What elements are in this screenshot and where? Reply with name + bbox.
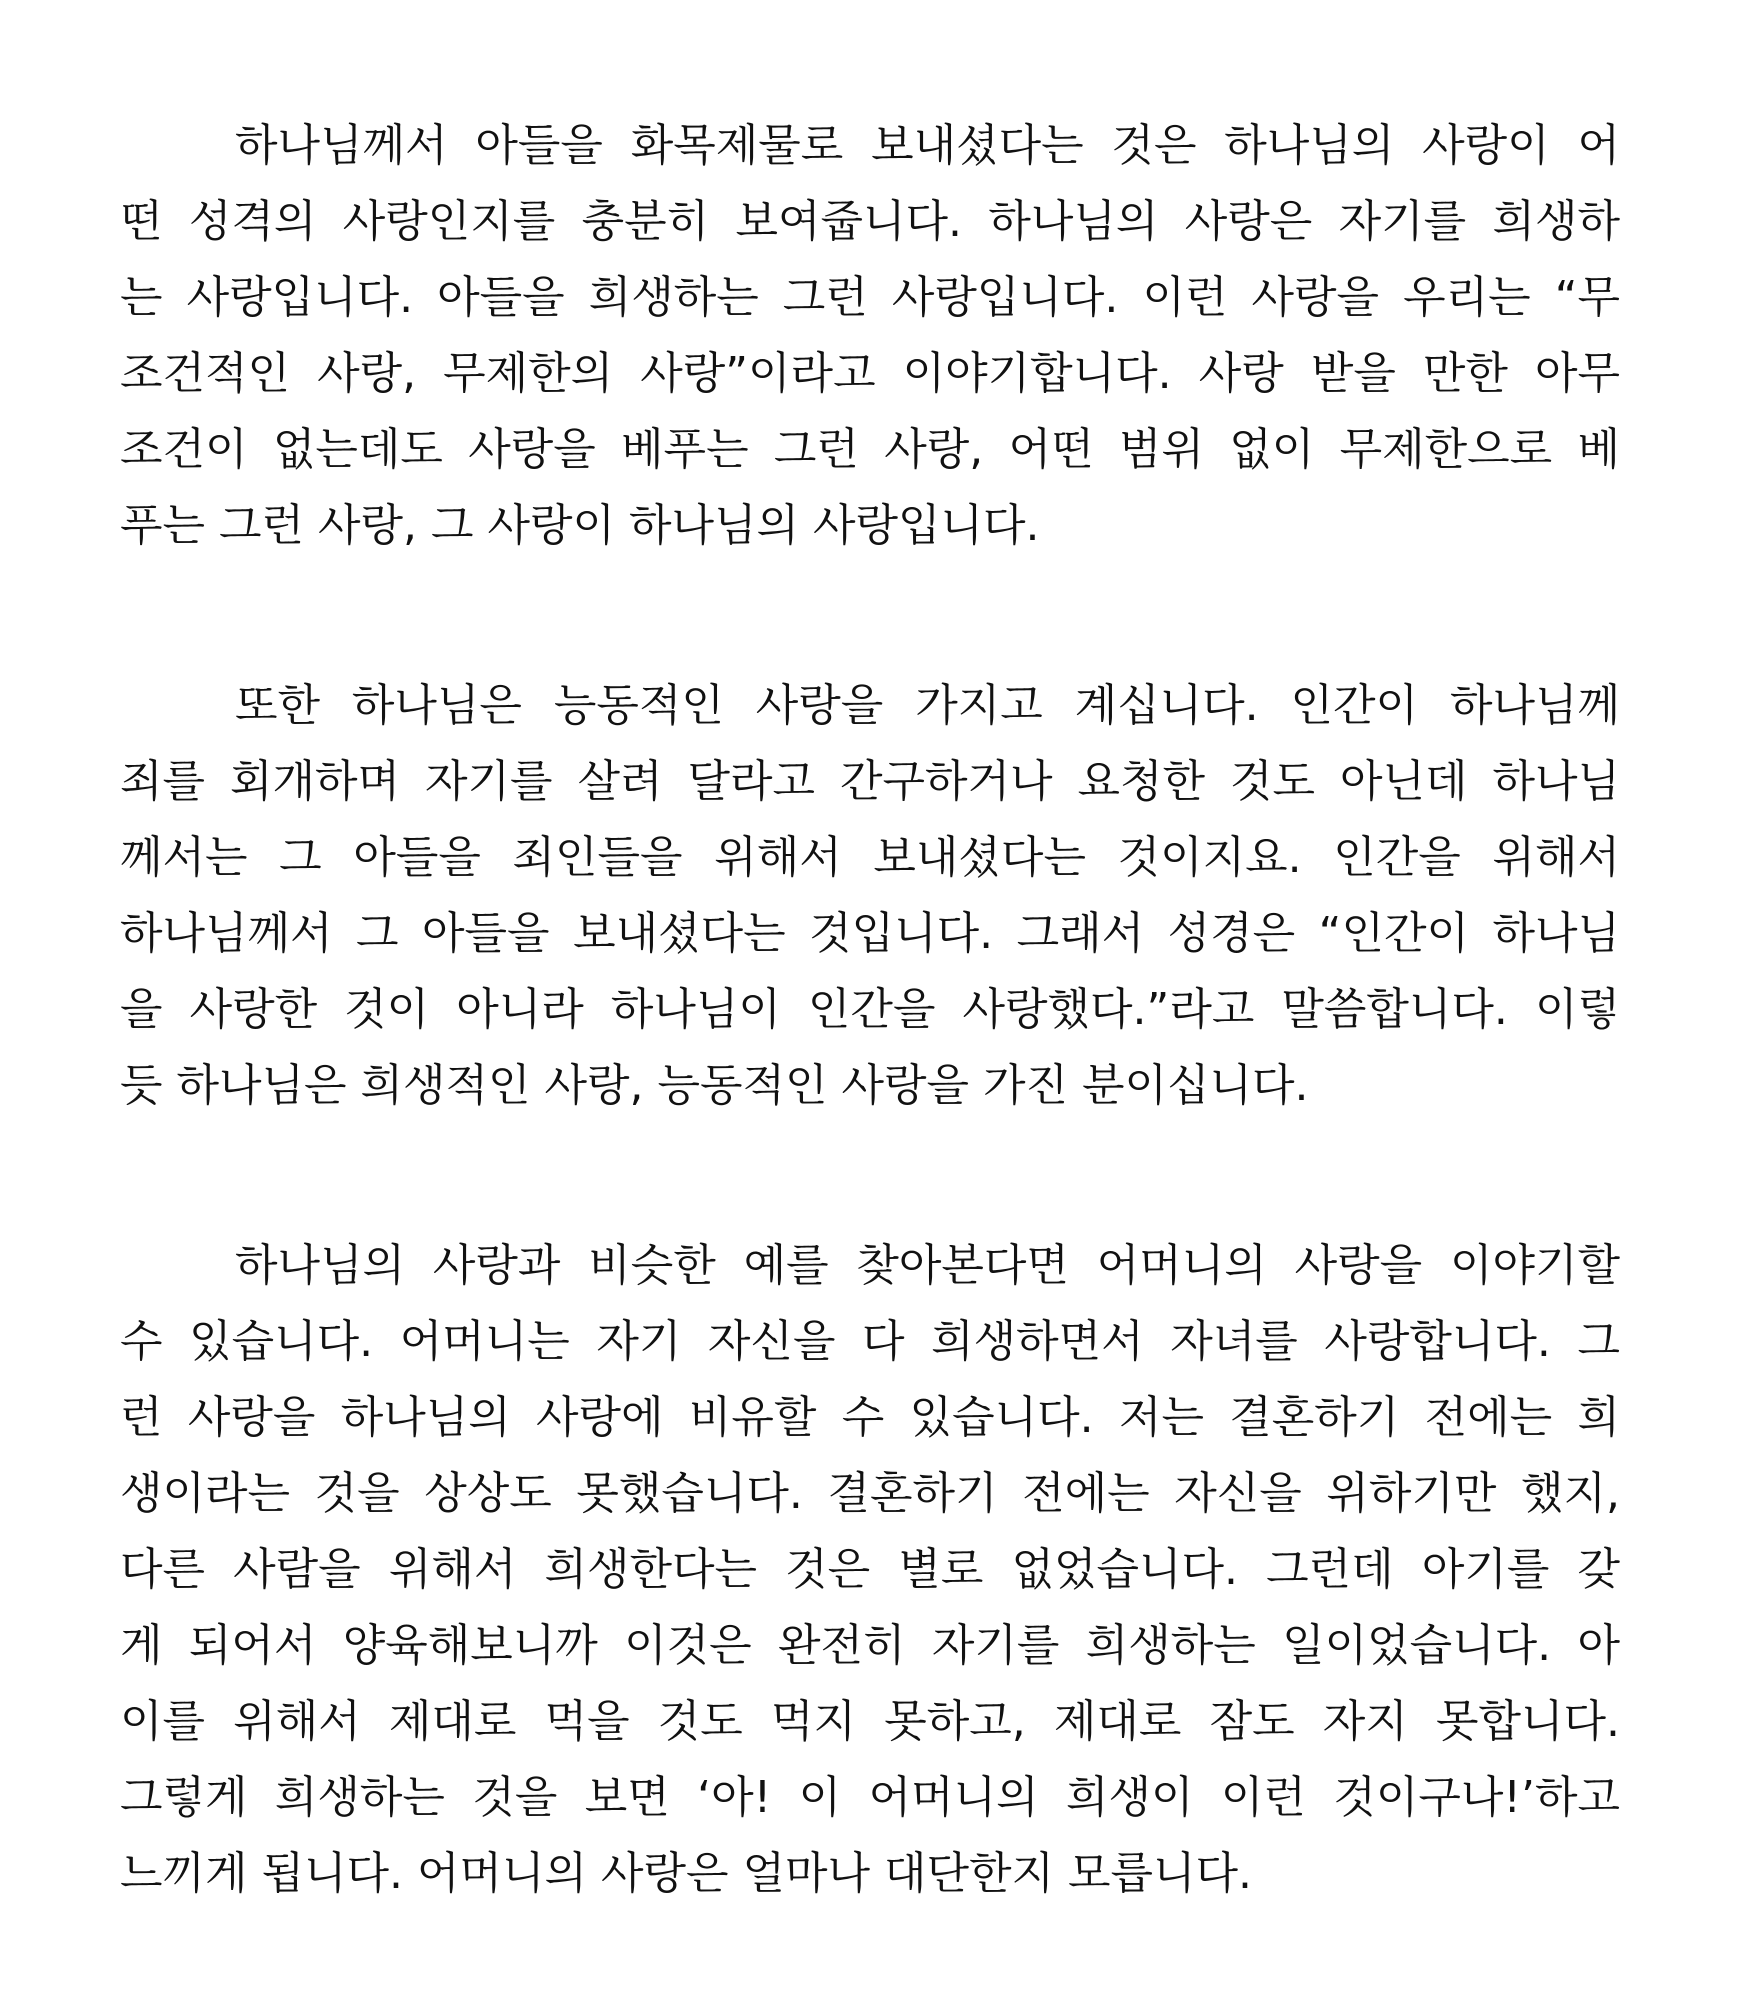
text-line: 을 사랑한 것이 아니라 하나님이 인간을 사랑했다.”라고 말씀합니다. 이렇 (120, 984, 1620, 1035)
paragraph-1 (120, 108, 1620, 564)
text-line: 그렇게 희생하는 것을 보면 ‘아! 이 어머니의 희생이 이런 것이구나!’하고 (120, 1772, 1620, 1823)
text-line: 하나님의 사랑과 비슷한 예를 찾아본다면 어머니의 사랑을 이야기할 (235, 1240, 1620, 1291)
text-line: 께서는 그 아들을 죄인들을 위해서 보내셨다는 것이지요. 인간을 위해서 (120, 832, 1620, 883)
paragraph-3 (120, 1228, 1620, 1912)
text-line: 느끼게 됩니다. 어머니의 사랑은 얼마나 대단한지 모릅니다. (120, 1848, 1252, 1899)
text-line: 이를 위해서 제대로 먹을 것도 먹지 못하고, 제대로 잠도 자지 못합니다. (120, 1696, 1620, 1747)
document-page (120, 108, 1620, 2016)
text-line: 조건이 없는데도 사랑을 베푸는 그런 사랑, 어떤 범위 없이 무제한으로 베 (120, 424, 1620, 475)
paragraph-2 (120, 668, 1620, 1124)
text-line: 떤 성격의 사랑인지를 충분히 보여줍니다. 하나님의 사랑은 자기를 희생하 (120, 196, 1620, 247)
text-line: 다른 사람을 위해서 희생한다는 것은 별로 없었습니다. 그런데 아기를 갖 (120, 1544, 1620, 1595)
text-line: 는 사랑입니다. 아들을 희생하는 그런 사랑입니다. 이런 사랑을 우리는 “무 (120, 272, 1620, 323)
text-line: 또한 하나님은 능동적인 사랑을 가지고 계십니다. 인간이 하나님께 (235, 680, 1620, 731)
text-line: 수 있습니다. 어머니는 자기 자신을 다 희생하면서 자녀를 사랑합니다. 그 (120, 1316, 1620, 1367)
text-line: 조건적인 사랑, 무제한의 사랑”이라고 이야기합니다. 사랑 받을 만한 아무 (120, 348, 1620, 399)
text-line: 생이라는 것을 상상도 못했습니다. 결혼하기 전에는 자신을 위하기만 했지, (120, 1468, 1620, 1519)
text-line: 하나님께서 아들을 화목제물로 보내셨다는 것은 하나님의 사랑이 어 (235, 120, 1620, 171)
text-line: 듯 하나님은 희생적인 사랑, 능동적인 사랑을 가진 분이십니다. (120, 1060, 1309, 1111)
text-line: 죄를 회개하며 자기를 살려 달라고 간구하거나 요청한 것도 아닌데 하나님 (120, 756, 1620, 807)
text-line: 푸는 그런 사랑, 그 사랑이 하나님의 사랑입니다. (120, 500, 1040, 551)
text-line: 런 사랑을 하나님의 사랑에 비유할 수 있습니다. 저는 결혼하기 전에는 희 (120, 1392, 1620, 1443)
text-line: 하나님께서 그 아들을 보내셨다는 것입니다. 그래서 성경은 “인간이 하나님 (120, 908, 1620, 959)
text-line: 게 되어서 양육해보니까 이것은 완전히 자기를 희생하는 일이었습니다. 아 (120, 1620, 1620, 1671)
